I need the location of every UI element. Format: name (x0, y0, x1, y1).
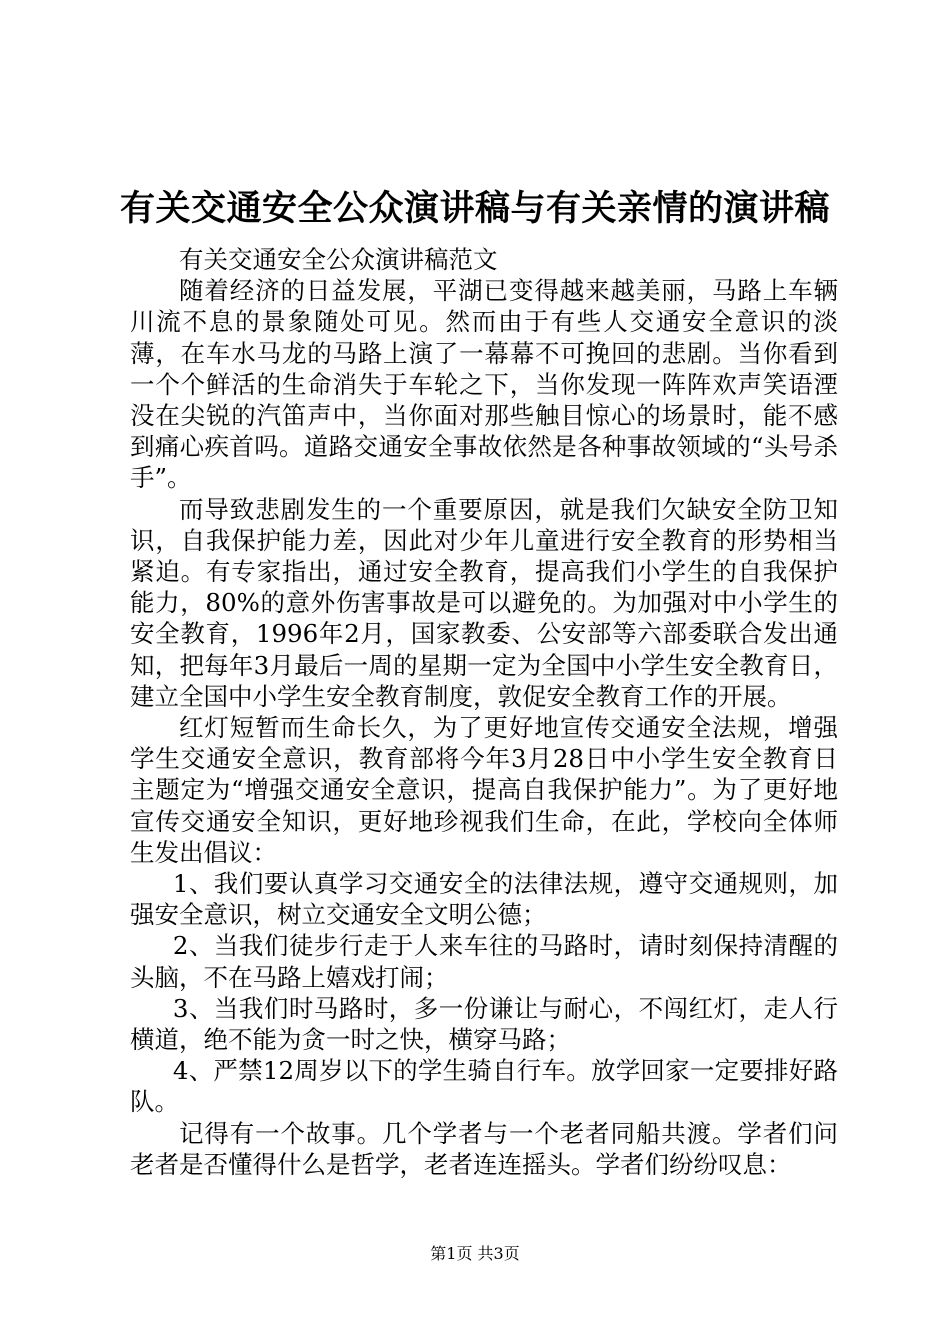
list-item: 2、当我们徒步行走于人来车往的马路时，请时刻保持清醒的头脑，不在马路上嬉戏打闹； (130, 931, 838, 992)
body-paragraph: 记得有一个故事。几个学者与一个老者同船共渡。学者们问老者是否懂得什么是哲学，老者连连摇头。学者们纷纷叹息： (130, 1118, 838, 1179)
section-heading: 有关交通安全公众演讲稿范文 (179, 245, 498, 274)
page-footer: 第1页 共3页 (430, 1244, 520, 1263)
document-body (130, 244, 838, 1180)
body-paragraph: 随着经济的日益发展，平湖已变得越来越美丽，马路上车辆川流不息的景象随处可见。然而由于有些人交通安全意识的淡薄，在车水马龙的马路上演了一幕幕不可挽回的悲剧。当你看到一个个鲜活的生命消失于车轮之下，当你发现一阵阵欢声笑语湮没在尖锐的汽笛声中，当你面对那些触目惊心的场景时，能不感到痛心疾首吗。道路交通安全事故依然是各种事故领域的“头号杀手”。 (130, 276, 838, 493)
body-paragraph: 而导致悲剧发生的一个重要原因，就是我们欠缺安全防卫知识，自我保护能力差，因此对少年儿童进行安全教育的形势相当紧迫。有专家指出，通过安全教育，提高我们小学生的自我保护能力，80%的意外伤害事故是可以避免的。为加强对中小学生的安全教育，1996年2月，国家教委、公安部等六部委联合发出通知，把每年3月最后一周的星期一定为全国中小学生安全教育日，建立全国中小学生安全教育制度，敦促安全教育工作的开展。 (130, 494, 838, 711)
list-item: 4、严禁12周岁以下的学生骑自行车。放学回家一定要排好路队。 (130, 1056, 838, 1117)
list-item: 3、当我们时马路时，多一份谦让与耐心，不闯红灯，走人行横道，绝不能为贪一时之快，横穿马路； (130, 993, 838, 1055)
body-paragraph: 红灯短暂而生命长久，为了更好地宣传交通安全法规，增强学生交通安全意识，教育部将今年3月28日中小学生安全教育日主题定为“增强交通安全意识，提高自我保护能力”。为了更好地宣传交通安全知识，更好地珍视我们生命，在此，学校向全体师生发出倡议： (130, 713, 838, 867)
document-title: 有关交通安全公众演讲稿与有关亲情的演讲稿 (119, 188, 830, 229)
list-item: 1、我们要认真学习交通安全的法律法规，遵守交通规则，加强安全意识，树立交通安全文明公德； (130, 869, 838, 930)
